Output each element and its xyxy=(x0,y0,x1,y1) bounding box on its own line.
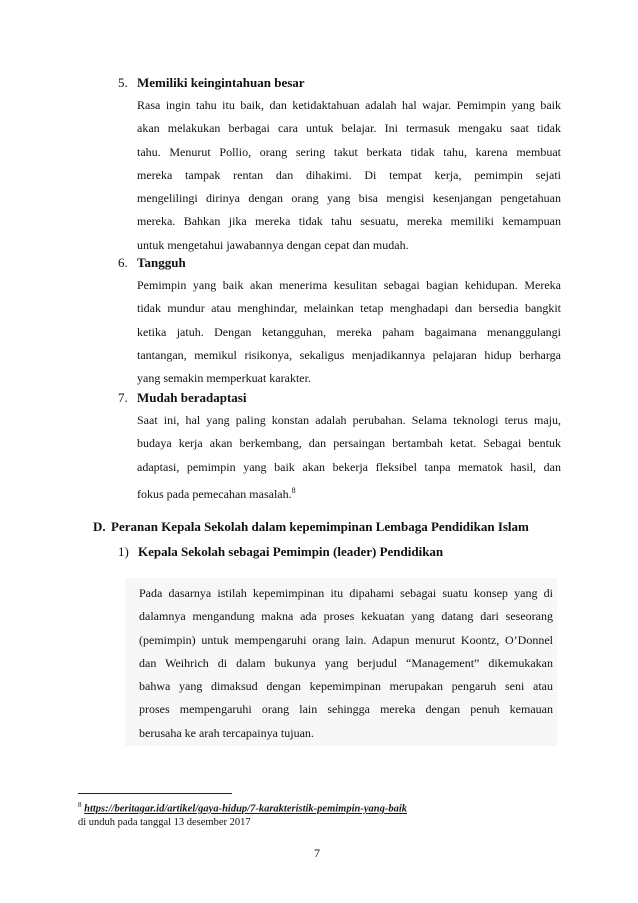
footnote-divider xyxy=(78,793,232,794)
text-line: budaya kerja akan berkembang, dan persaingan bertambah ketat. Sebagai bentuk xyxy=(137,436,561,451)
item-6-paragraph xyxy=(137,274,561,390)
text-line: akan melakukan berbagai cara untuk belajar. Ini termasuk mengaku saat tidak xyxy=(137,121,561,136)
list-item-5-heading xyxy=(118,74,558,92)
text-line: tidak mundur atau menghindar, melainkan tetap menghadapi dan bersedia bangkit xyxy=(137,301,561,316)
text-line: mereka tampak rentan dan dihakimi. Di tempat kerja, pemimpin sejati xyxy=(137,167,561,182)
subsection-heading xyxy=(118,543,443,561)
text-line: ketika jatuh. Dengan ketangguhan, mereka paham bagaimana menanggulangi xyxy=(137,324,561,339)
item-title: Memiliki keingintahuan besar xyxy=(137,75,305,90)
item-title: Mudah beradaptasi xyxy=(137,390,247,405)
item-5-paragraph xyxy=(137,94,561,257)
item-number: 5. xyxy=(118,75,128,90)
list-item-6-heading xyxy=(118,254,558,272)
section-title: Peranan Kepala Sekolah dalam kepemimpinan Lembaga Pendidikan Islam xyxy=(111,519,529,534)
footnote-reference[interactable]: 8 xyxy=(291,485,296,495)
quote-block xyxy=(125,578,557,746)
text-line: Pada dasarnya istilah kepemimpinan itu dipahami sebagai suatu konsep yang di xyxy=(139,586,553,600)
text-line: Rasa ingin tahu itu baik, dan ketidaktahuan adalah hal wajar. Pemimpin yang baik xyxy=(137,98,561,112)
text-line: dalamnya mengandung makna ada proses kekuatan yang datang dari seseorang xyxy=(139,609,553,624)
text-line: mengelilingi dirinya dengan orang yang bisa mengisi kesenjangan pengetahuan xyxy=(137,191,561,206)
section-heading xyxy=(93,518,529,536)
text-line: dan Weihrich di dalam bukunya yang berjudul “Management” dikemukakan xyxy=(139,655,553,670)
item-title: Tangguh xyxy=(137,255,186,270)
text-line: tahu. Menurut Pollio, orang sering takut berkata tidak tahu, karena membuat xyxy=(137,144,561,159)
text-line: bahwa yang dimaksud dengan kepemimpinan merupakan pengaruh seni atau xyxy=(139,679,553,694)
item-number: 6. xyxy=(118,255,128,270)
subsection-title: Kepala Sekolah sebagai Pemimpin (leader) Pendidikan xyxy=(138,544,444,559)
footnote-mark: 8 xyxy=(78,801,82,809)
item-number: 7. xyxy=(118,390,128,405)
text-line: Saat ini, hal yang paling konstan adalah perubahan. Selama teknologi terus maju, xyxy=(137,413,561,427)
text-line-content: fokus pada pemecahan masalah. xyxy=(137,486,292,501)
section-letter: D. xyxy=(93,519,106,534)
list-item-7-heading xyxy=(118,389,558,407)
text-line: tantangan, memikul risikonya, sekaligus menjadikannya pelajaran hidup berharga xyxy=(137,347,561,362)
text-line: mereka. Bahkan jika mereka tidak tahu sesuatu, mereka memiliki kemampuan xyxy=(137,214,561,229)
quote-paragraph xyxy=(139,582,553,745)
text-line: yang semakin memperkuat karakter. xyxy=(137,371,311,386)
page-number: 7 xyxy=(314,846,320,860)
footnote xyxy=(78,799,407,829)
text-line xyxy=(137,479,561,502)
text-line: berusaha ke arah tercapainya tujuan. xyxy=(139,725,314,740)
subsection-number: 1) xyxy=(118,544,129,559)
footnote-link[interactable]: https://beritagar.id/artikel/gaya-hidup/7-karakteristik-pemimpin-yang-baik xyxy=(84,803,408,815)
text-line: proses mempengaruhi orang lain sehingga mereka dengan penuh kemauan xyxy=(139,702,553,717)
item-7-paragraph xyxy=(137,409,561,502)
text-line: untuk mengetahui jawabannya dengan cepat dan mudah. xyxy=(137,237,409,252)
text-line: adaptasi, pemimpin yang baik akan bekerja fleksibel tanpa mematok hasil, dan xyxy=(137,459,561,474)
footnote-note: di unduh pada tanggal 13 desember 2017 xyxy=(78,816,251,828)
text-line: (pemimpin) untuk mempengaruhi orang lain. Adapun menurut Koontz, O’Donnel xyxy=(139,632,553,647)
text-line: Pemimpin yang baik akan menerima kesulitan sebagai bagian kehidupan. Mereka xyxy=(137,278,561,292)
